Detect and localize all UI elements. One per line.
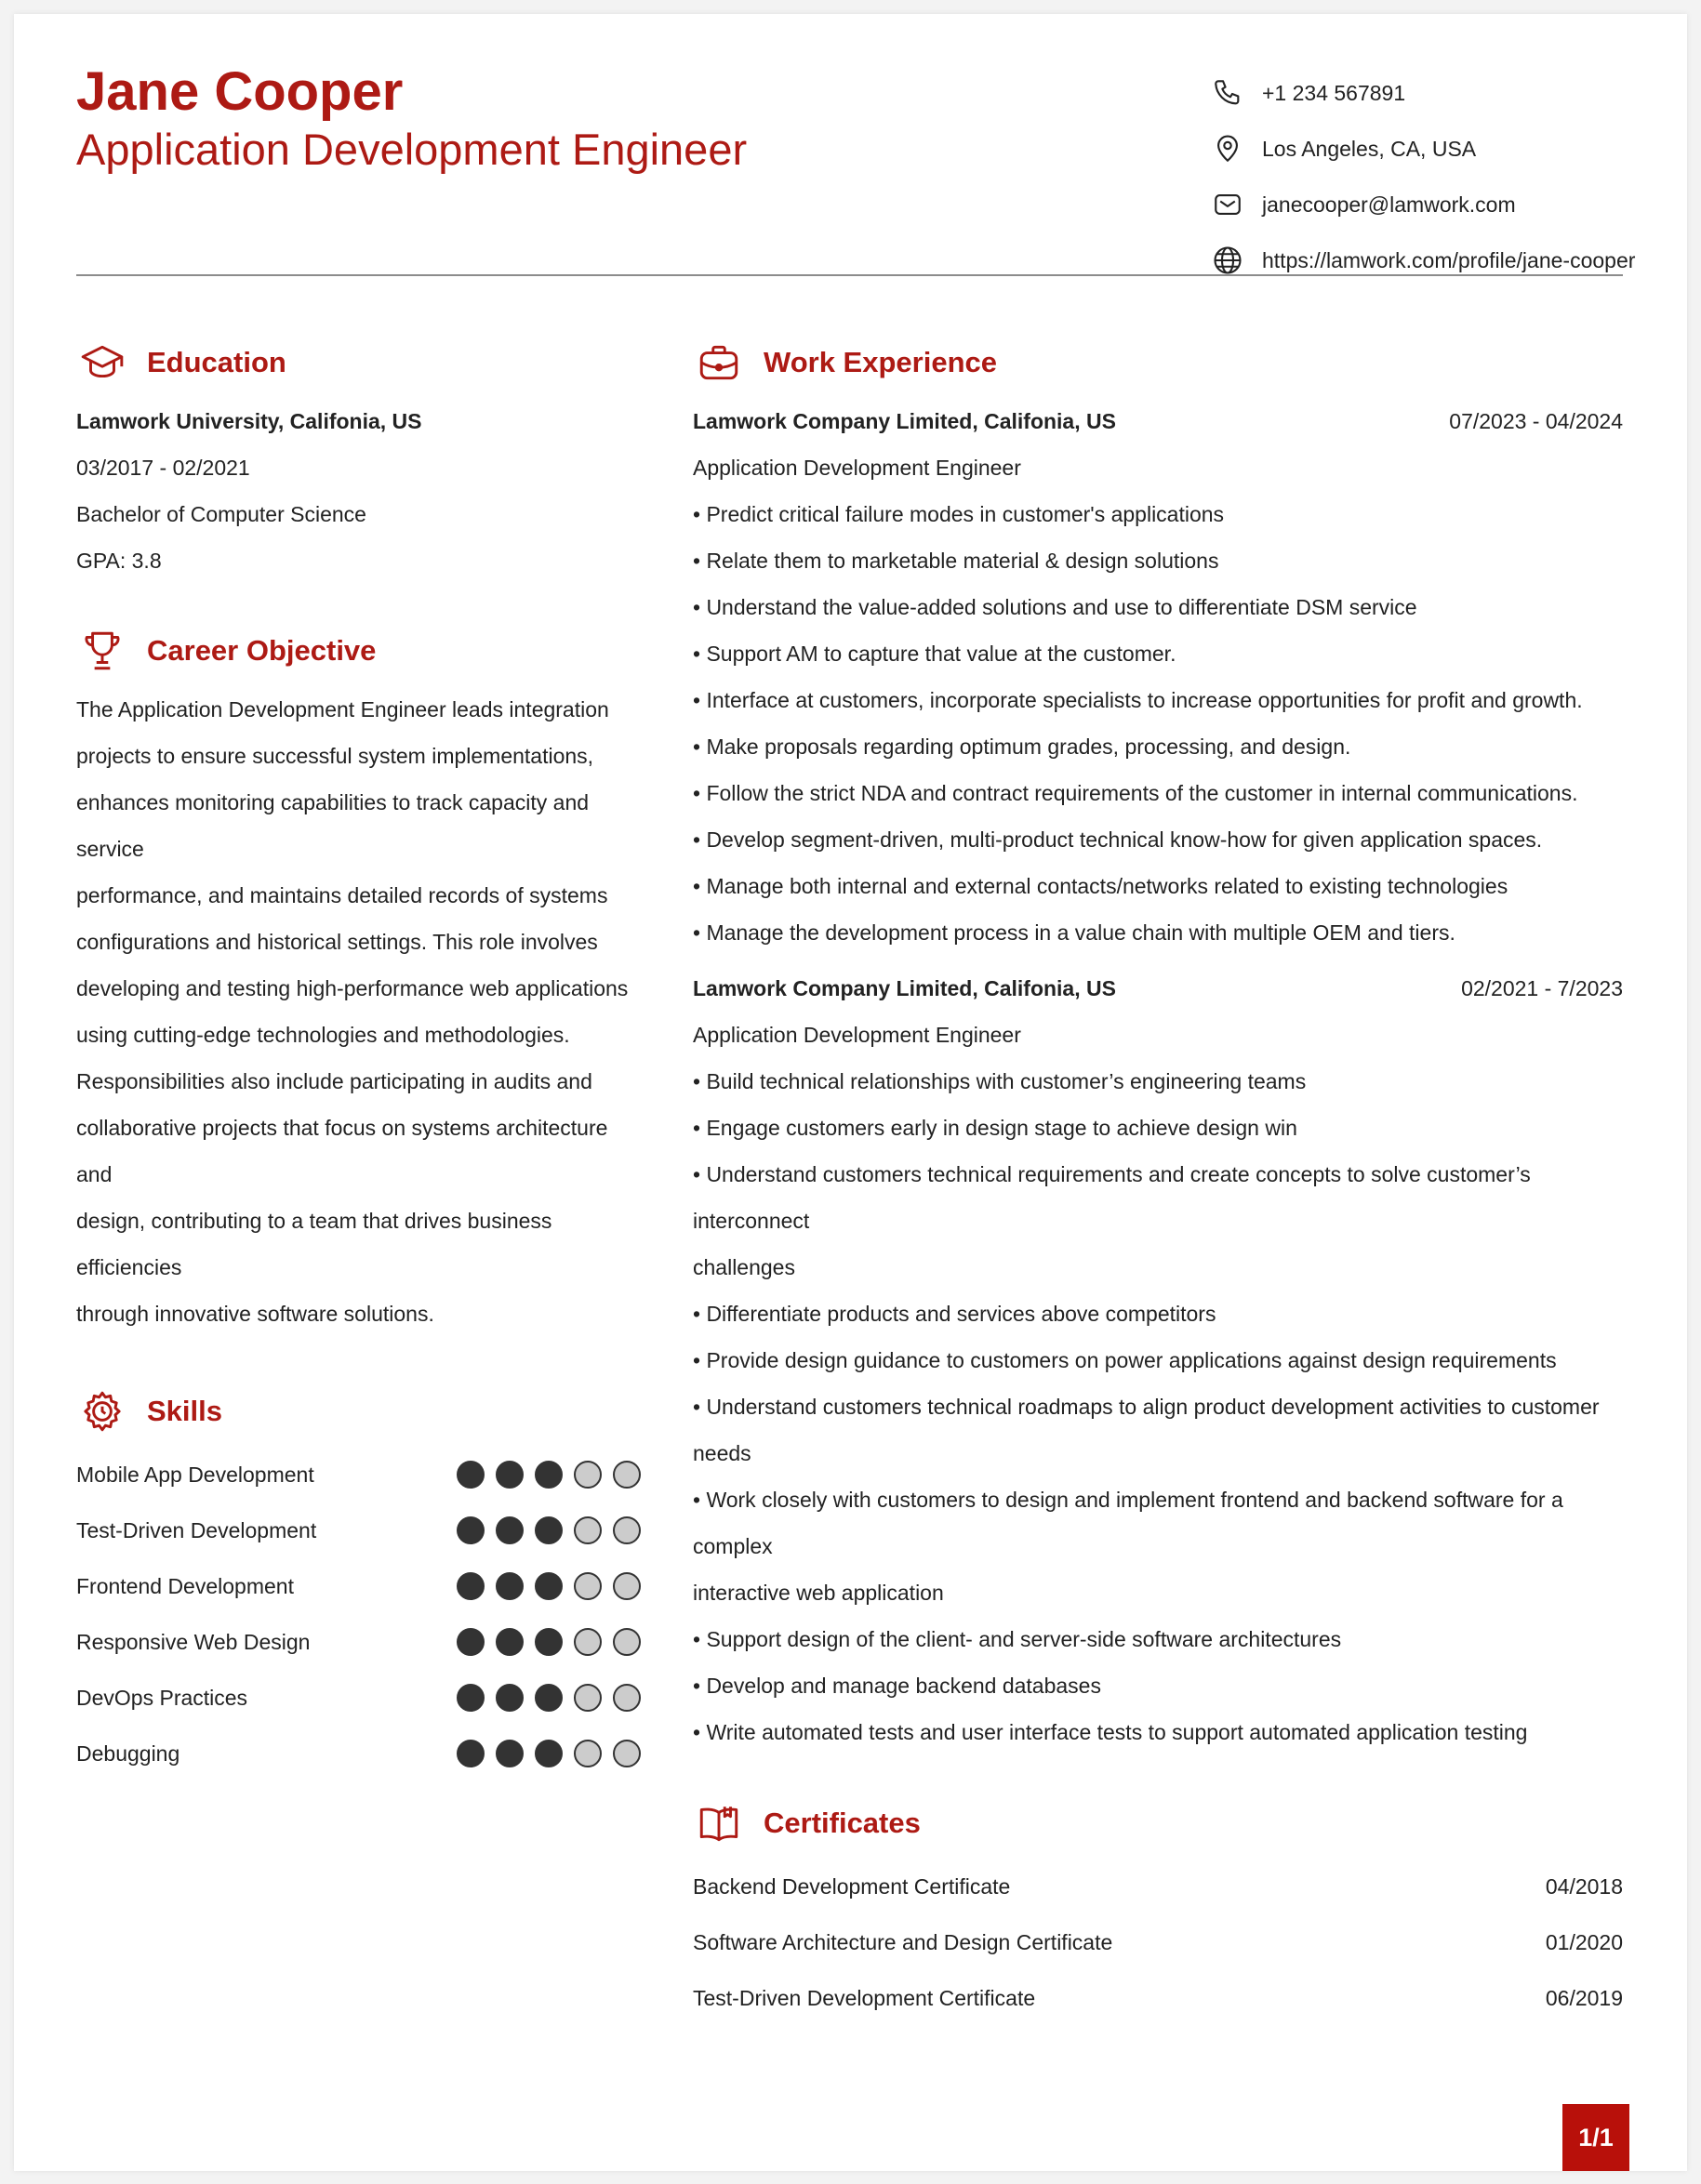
rating-dot-empty bbox=[574, 1461, 602, 1489]
book-icon bbox=[693, 1797, 745, 1849]
objective-line: performance, and maintains detailed records of systems bbox=[76, 883, 608, 907]
work-section bbox=[693, 335, 1623, 1755]
rating-dot-filled bbox=[457, 1516, 485, 1544]
rating-dot-empty bbox=[613, 1461, 641, 1489]
job-bullet: • Understand customers technical roadmaps to align product development activities to customer needs bbox=[693, 1395, 1600, 1465]
resume-page bbox=[14, 14, 1687, 2171]
globe-icon bbox=[1209, 242, 1246, 279]
job-bullet: • Understand customers technical requirements and create concepts to solve customer’s interconnect bbox=[693, 1162, 1531, 1233]
job-company: Lamwork Company Limited, Califonia, US bbox=[693, 409, 1116, 433]
rating-dot-filled bbox=[457, 1628, 485, 1656]
skill-name: Mobile App Development bbox=[76, 1462, 314, 1487]
job-header bbox=[693, 965, 1623, 1012]
certificate-row bbox=[693, 1970, 1623, 2026]
work-heading bbox=[693, 335, 1623, 390]
objective-line: developing and testing high-performance web applications bbox=[76, 976, 629, 1000]
education-section bbox=[76, 335, 644, 584]
candidate-name: Jane Cooper bbox=[76, 61, 404, 122]
rating-dot-filled bbox=[535, 1684, 563, 1712]
candidate-title: Application Development Engineer bbox=[76, 125, 748, 174]
skill-rating bbox=[457, 1684, 641, 1712]
job-bullet: • Write automated tests and user interface tests to support automated application testing bbox=[693, 1720, 1528, 1744]
job-bullet: • Build technical relationships with customer’s engineering teams bbox=[693, 1069, 1307, 1093]
job-bullet: • Relate them to marketable material & design solutions bbox=[693, 549, 1219, 573]
work-title: Work Experience bbox=[764, 346, 997, 378]
skills-title: Skills bbox=[147, 1395, 222, 1427]
rating-dot-filled bbox=[535, 1628, 563, 1656]
rating-dot-filled bbox=[496, 1684, 524, 1712]
certificate-date: 04/2018 bbox=[1545, 1873, 1623, 1899]
certificates-heading bbox=[693, 1795, 1623, 1851]
skill-name: Frontend Development bbox=[76, 1573, 294, 1598]
skills-heading bbox=[76, 1383, 644, 1439]
education-school: Lamwork University, Califonia, US bbox=[76, 409, 422, 433]
certificate-name: Test-Driven Development Certificate bbox=[693, 1985, 1036, 2010]
skill-row bbox=[76, 1614, 644, 1670]
job-dates: 02/2021 - 7/2023 bbox=[1461, 976, 1623, 1000]
rating-dot-empty bbox=[613, 1516, 641, 1544]
rating-dot-empty bbox=[574, 1628, 602, 1656]
location-text: Los Angeles, CA, USA bbox=[1262, 136, 1477, 161]
rating-dot-filled bbox=[535, 1572, 563, 1600]
mail-icon bbox=[1209, 186, 1246, 223]
email-text[interactable]: janecooper@lamwork.com bbox=[1262, 192, 1516, 217]
skill-name: DevOps Practices bbox=[76, 1685, 248, 1710]
skill-rating bbox=[457, 1461, 641, 1489]
contact-phone bbox=[1209, 65, 1637, 121]
rating-dot-filled bbox=[496, 1516, 524, 1544]
rating-dot-filled bbox=[535, 1740, 563, 1767]
job-bullet: • Engage customers early in design stage to achieve design win bbox=[693, 1116, 1297, 1140]
rating-dot-filled bbox=[496, 1740, 524, 1767]
phone-icon bbox=[1209, 74, 1246, 112]
education-degree: Bachelor of Computer Science bbox=[76, 502, 366, 526]
job-bullet: • Understand the value-added solutions and use to differentiate DSM service bbox=[693, 595, 1417, 619]
rating-dot-empty bbox=[574, 1684, 602, 1712]
certificate-name: Software Architecture and Design Certificate bbox=[693, 1929, 1113, 1954]
rating-dot-filled bbox=[457, 1572, 485, 1600]
job-bullet: • Interface at customers, incorporate specialists to increase opportunities for profit and growth. bbox=[693, 688, 1583, 712]
certificates-title: Certificates bbox=[764, 1807, 921, 1839]
skill-row bbox=[76, 1447, 644, 1502]
objective-text bbox=[76, 686, 644, 1337]
skills-section bbox=[76, 1383, 644, 1781]
objective-line: configurations and historical settings. This role involves bbox=[76, 930, 598, 954]
rating-dot-empty bbox=[613, 1572, 641, 1600]
objective-line: design, contributing to a team that drives business efficiencies bbox=[76, 1209, 552, 1279]
skill-row bbox=[76, 1670, 644, 1726]
objective-line: Responsibilities also include participating in audits and bbox=[76, 1069, 592, 1093]
rating-dot-filled bbox=[457, 1740, 485, 1767]
skills-list bbox=[76, 1447, 644, 1781]
objective-title: Career Objective bbox=[147, 634, 377, 667]
skill-rating bbox=[457, 1740, 641, 1767]
job-bullet: • Manage the development process in a value chain with multiple OEM and tiers. bbox=[693, 920, 1455, 945]
skill-name: Debugging bbox=[76, 1741, 180, 1766]
skill-rating bbox=[457, 1572, 641, 1600]
skill-rating bbox=[457, 1516, 641, 1544]
right-column bbox=[693, 335, 1623, 2026]
education-heading bbox=[76, 335, 644, 390]
job-bullet: • Support design of the client- and server-side software architectures bbox=[693, 1627, 1342, 1651]
skill-row bbox=[76, 1726, 644, 1781]
objective-line: using cutting-edge technologies and methodologies. bbox=[76, 1023, 570, 1047]
skill-rating bbox=[457, 1628, 641, 1656]
job-entry bbox=[693, 398, 1623, 956]
skill-name: Test-Driven Development bbox=[76, 1517, 317, 1542]
skill-name: Responsive Web Design bbox=[76, 1629, 311, 1654]
objective-line: collaborative projects that focus on systems architecture and bbox=[76, 1116, 608, 1186]
objective-heading bbox=[76, 623, 644, 679]
header-divider bbox=[76, 274, 1623, 276]
objective-section bbox=[76, 623, 644, 1337]
rating-dot-filled bbox=[535, 1461, 563, 1489]
job-header bbox=[693, 398, 1623, 444]
contact-email bbox=[1209, 177, 1637, 232]
job-role: Application Development Engineer bbox=[693, 456, 1021, 480]
job-bullet: • Support AM to capture that value at the customer. bbox=[693, 642, 1176, 666]
job-dates: 07/2023 - 04/2024 bbox=[1449, 409, 1623, 433]
job-bullet: • Provide design guidance to customers on power applications against design requirements bbox=[693, 1348, 1557, 1372]
certificate-name: Backend Development Certificate bbox=[693, 1873, 1011, 1899]
rating-dot-filled bbox=[496, 1628, 524, 1656]
rating-dot-empty bbox=[574, 1516, 602, 1544]
job-bullet: • Follow the strict NDA and contract requirements of the customer in internal communications. bbox=[693, 781, 1578, 805]
objective-line: enhances monitoring capabilities to track capacity and service bbox=[76, 790, 590, 861]
rating-dot-filled bbox=[457, 1461, 485, 1489]
rating-dot-empty bbox=[574, 1572, 602, 1600]
rating-dot-empty bbox=[613, 1684, 641, 1712]
certificate-row bbox=[693, 1914, 1623, 1970]
left-column bbox=[76, 335, 644, 1781]
rating-dot-empty bbox=[574, 1740, 602, 1767]
rating-dot-filled bbox=[496, 1461, 524, 1489]
website-link[interactable]: https://lamwork.com/profile/jane-cooper bbox=[1262, 247, 1636, 272]
gear-icon bbox=[76, 1385, 128, 1437]
education-dates: 03/2017 - 02/2021 bbox=[76, 456, 250, 480]
skill-row bbox=[76, 1502, 644, 1558]
job-bullet: • Develop segment-driven, multi-product technical know-how for given application spaces. bbox=[693, 827, 1543, 852]
certificate-row bbox=[693, 1859, 1623, 1914]
contact-location bbox=[1209, 121, 1637, 177]
skill-row bbox=[76, 1558, 644, 1614]
education-title: Education bbox=[147, 346, 286, 378]
certificate-date: 01/2020 bbox=[1545, 1929, 1623, 1954]
objective-line: through innovative software solutions. bbox=[76, 1302, 434, 1326]
job-entry bbox=[693, 965, 1623, 1755]
objective-line: The Application Development Engineer leads integration bbox=[76, 697, 609, 721]
education-gpa: GPA: 3.8 bbox=[76, 549, 162, 573]
contact-website bbox=[1209, 232, 1637, 288]
graduation-cap-icon bbox=[76, 337, 128, 389]
rating-dot-filled bbox=[457, 1684, 485, 1712]
job-bullet: • Manage both internal and external contacts/networks related to existing technologies bbox=[693, 874, 1508, 898]
certificates-section bbox=[693, 1795, 1623, 2026]
rating-dot-filled bbox=[496, 1572, 524, 1600]
contact-list bbox=[1209, 65, 1637, 288]
job-bullet: interactive web application bbox=[693, 1581, 944, 1605]
page-indicator: 1/1 bbox=[1562, 2104, 1629, 2171]
trophy-icon bbox=[76, 625, 128, 677]
briefcase-icon bbox=[693, 337, 745, 389]
job-company: Lamwork Company Limited, Califonia, US bbox=[693, 976, 1116, 1000]
rating-dot-empty bbox=[613, 1740, 641, 1767]
rating-dot-filled bbox=[535, 1516, 563, 1544]
job-bullet: • Differentiate products and services above competitors bbox=[693, 1302, 1216, 1326]
job-role: Application Development Engineer bbox=[693, 1023, 1021, 1047]
job-bullet: • Predict critical failure modes in customer's applications bbox=[693, 502, 1225, 526]
objective-line: projects to ensure successful system implementations, bbox=[76, 744, 594, 768]
job-bullet: • Develop and manage backend databases bbox=[693, 1674, 1101, 1698]
certificate-date: 06/2019 bbox=[1545, 1985, 1623, 2010]
rating-dot-empty bbox=[613, 1628, 641, 1656]
location-pin-icon bbox=[1209, 130, 1246, 167]
job-bullet: • Work closely with customers to design and implement frontend and backend software for a complex bbox=[693, 1488, 1563, 1558]
phone-text: +1 234 567891 bbox=[1262, 80, 1406, 105]
job-bullet: challenges bbox=[693, 1255, 795, 1279]
job-bullet: • Make proposals regarding optimum grades, processing, and design. bbox=[693, 735, 1351, 759]
